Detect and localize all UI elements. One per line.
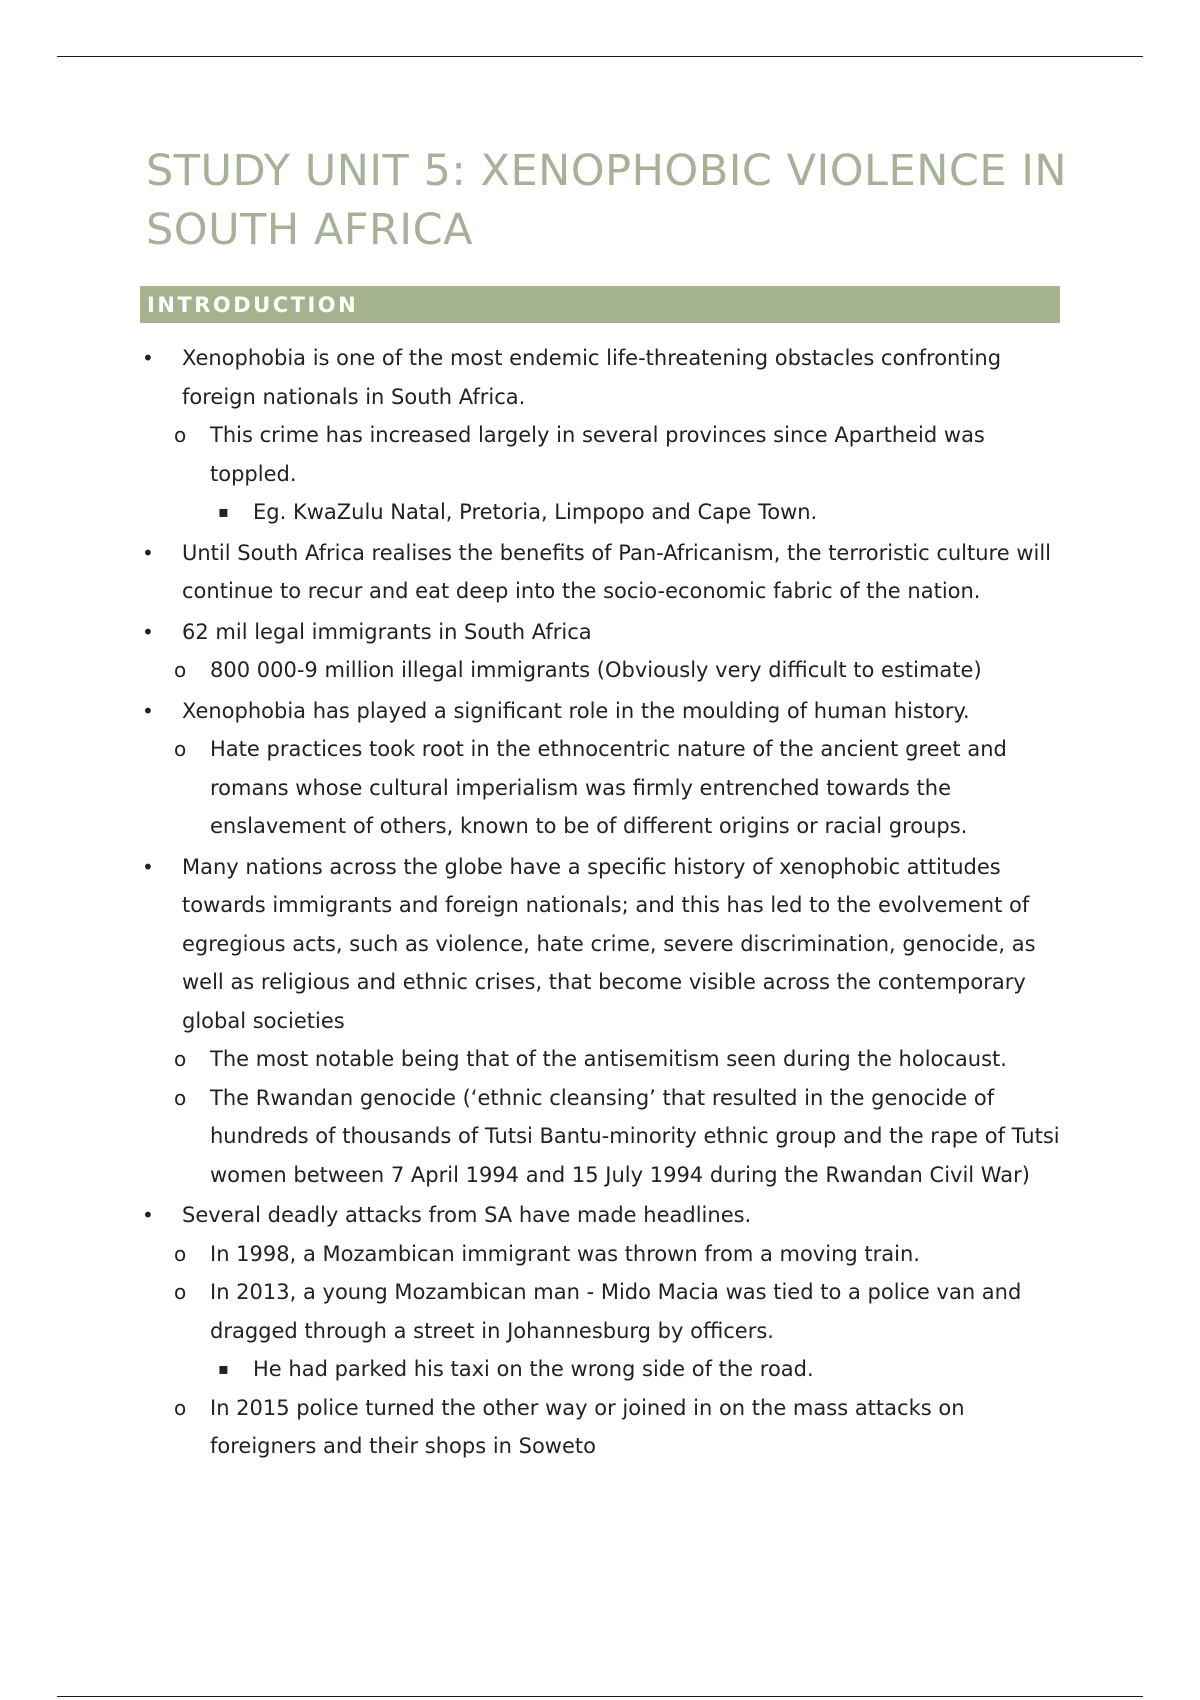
list-item-text: Eg. KwaZulu Natal, Pretoria, Limpopo and Cape Town. <box>253 500 818 524</box>
list-item <box>0 1079 1062 1195</box>
bullet-marker: • <box>142 540 154 565</box>
list-item-text: In 1998, a Mozambican immigrant was thrown from a moving train. <box>210 1241 920 1266</box>
list-item <box>0 1196 1062 1235</box>
list-item <box>0 1389 1062 1466</box>
list-item-text: Hate practices took root in the ethnocentric nature of the ancient greet and romans whose cultural imperialism was firmly entrenched towards the enslavement of others, known to be of different origins or racial groups. <box>210 737 1007 838</box>
list-item-text: Several deadly attacks from SA have made headlines. <box>182 1203 752 1227</box>
list-item <box>0 416 1062 493</box>
sub-bullet-marker: o <box>174 1280 187 1304</box>
list-item <box>0 730 1062 846</box>
section-heading-bar <box>140 286 1060 323</box>
bullet-marker: • <box>142 1203 154 1227</box>
sub-bullet-marker: o <box>174 1047 187 1071</box>
page-title: STUDY UNIT 5: XENOPHOBIC VIOLENCE IN SOUTH AFRICA <box>146 146 1068 255</box>
sub-bullet-marker: o <box>174 1241 187 1266</box>
list-item-text: The most notable being that of the antisemitism seen during the holocaust. <box>210 1047 1007 1071</box>
list-item <box>0 1235 1062 1274</box>
sub-bullet-marker: o <box>174 737 187 761</box>
header-rule <box>57 56 1143 57</box>
list-item-text: In 2013, a young Mozambican man - Mido Macia was tied to a police van and dragged through a street in Johannesburg by officers. <box>210 1280 1022 1343</box>
bullet-marker: • <box>142 854 154 879</box>
list-item <box>0 692 1062 731</box>
list-item-text: Until South Africa realises the benefits of Pan-Africanism, the terroristic culture will continue to recur and eat deep into the socio-economic fabric of the nation. <box>182 540 1052 603</box>
sub-bullet-marker: o <box>174 658 187 682</box>
list-item-text: In 2015 police turned the other way or joined in on the mass attacks on foreigners and their shops in Soweto <box>210 1395 965 1458</box>
list-item <box>0 1273 1062 1350</box>
list-item <box>0 1040 1062 1079</box>
list-item-text: He had parked his taxi on the wrong side of the road. <box>253 1357 814 1381</box>
list-item <box>0 339 1062 416</box>
list-item-text: 800 000-9 million illegal immigrants (Obviously very difficult to estimate) <box>210 658 982 682</box>
list-item <box>0 493 1062 532</box>
footer-rule <box>57 1696 1143 1697</box>
list-item-text: The Rwandan genocide (‘ethnic cleansing’ that resulted in the genocide of hundreds of thousands of Tutsi Bantu-minority ethnic group and the rape of Tutsi women between 7 April 1994 and 15 July 1994 during the Rwandan Civil War) <box>210 1085 1060 1187</box>
bullet-marker: • <box>142 698 154 723</box>
list-item-text: Many nations across the globe have a specific history of xenophobic attitudes towards immigrants and foreign nationals; and this has led to the evolvement of egregious acts, such as violence, hate crime, severe discrimination, genocide, as well as religious and ethnic crises, that become visible across the contemporary global societies <box>182 854 1036 1033</box>
square-bullet-marker: ▪ <box>218 1359 229 1378</box>
bullet-marker: • <box>142 346 154 370</box>
list-item <box>0 534 1062 611</box>
sub-bullet-marker: o <box>174 423 187 447</box>
list-item <box>0 848 1062 1041</box>
section-heading: INTRODUCTION <box>147 293 359 317</box>
list-item-text: Xenophobia has played a significant role in the moulding of human history. <box>182 698 970 723</box>
list-item <box>0 651 1062 690</box>
list-item <box>0 1350 1062 1389</box>
list-item-text: This crime has increased largely in several provinces since Apartheid was toppled. <box>210 423 985 486</box>
sub-bullet-marker: o <box>174 1395 187 1420</box>
bullet-list <box>0 339 1200 1466</box>
list-item <box>0 613 1062 652</box>
sub-bullet-marker: o <box>174 1085 187 1110</box>
list-item-text: Xenophobia is one of the most endemic life-threatening obstacles confronting foreign nationals in South Africa. <box>182 346 1002 409</box>
bullet-marker: • <box>142 619 154 644</box>
list-item-text: 62 mil legal immigrants in South Africa <box>182 619 592 644</box>
square-bullet-marker: ▪ <box>218 502 229 521</box>
